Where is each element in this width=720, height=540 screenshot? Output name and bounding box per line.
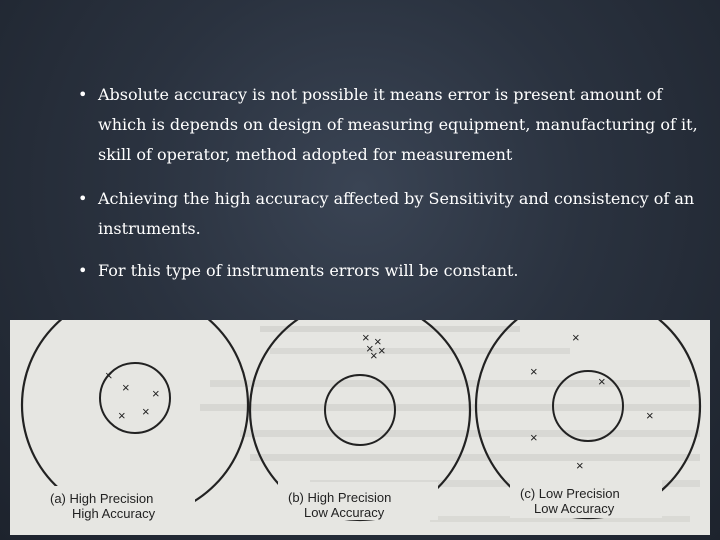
hit-marker: × (646, 408, 654, 423)
target-caption-line1: (a) High Precision (50, 491, 154, 506)
bullet-text: For this type of instruments errors will be constant. (98, 261, 519, 280)
hit-marker: × (105, 368, 113, 383)
target-markers (105, 368, 160, 423)
hit-marker: × (530, 364, 538, 379)
bullet-text: Achieving the high accuracy affected by Sensitivity and consistency of an instruments. (98, 189, 695, 238)
bullet-list (78, 80, 698, 300)
hit-marker: × (378, 343, 386, 358)
target-a (22, 320, 248, 524)
bullet-marker: • (78, 85, 88, 104)
precision-accuracy-figure (10, 320, 710, 535)
hit-marker: × (366, 341, 374, 356)
bullet-item (78, 184, 698, 244)
hit-marker: × (362, 330, 370, 345)
figure-drawing (10, 320, 710, 535)
hit-marker: × (598, 374, 606, 389)
bullet-marker: • (78, 189, 88, 208)
hit-marker: × (370, 348, 378, 363)
hit-marker: × (374, 334, 382, 349)
target-caption-line2: High Accuracy (72, 506, 156, 521)
hit-marker: × (530, 430, 538, 445)
hit-marker: × (152, 386, 160, 401)
target-caption-line2: Low Accuracy (534, 501, 615, 516)
bullet-item (78, 80, 698, 170)
hit-marker: × (572, 330, 580, 345)
target-caption-line1: (c) Low Precision (520, 486, 620, 501)
bullet-text: Absolute accuracy is not possible it means error is present amount of which is depends on design of measuring equipment, manufacturing of it, skill of operator, method adopted for measurement (98, 85, 698, 164)
bullet-item (78, 256, 698, 286)
hit-marker: × (142, 404, 150, 419)
hit-marker: × (122, 380, 130, 395)
hit-marker: × (118, 408, 126, 423)
target-caption-line2: Low Accuracy (304, 505, 385, 520)
hit-marker: × (576, 458, 584, 473)
target-caption-line1: (b) High Precision (288, 490, 392, 505)
bullet-marker: • (78, 261, 88, 280)
